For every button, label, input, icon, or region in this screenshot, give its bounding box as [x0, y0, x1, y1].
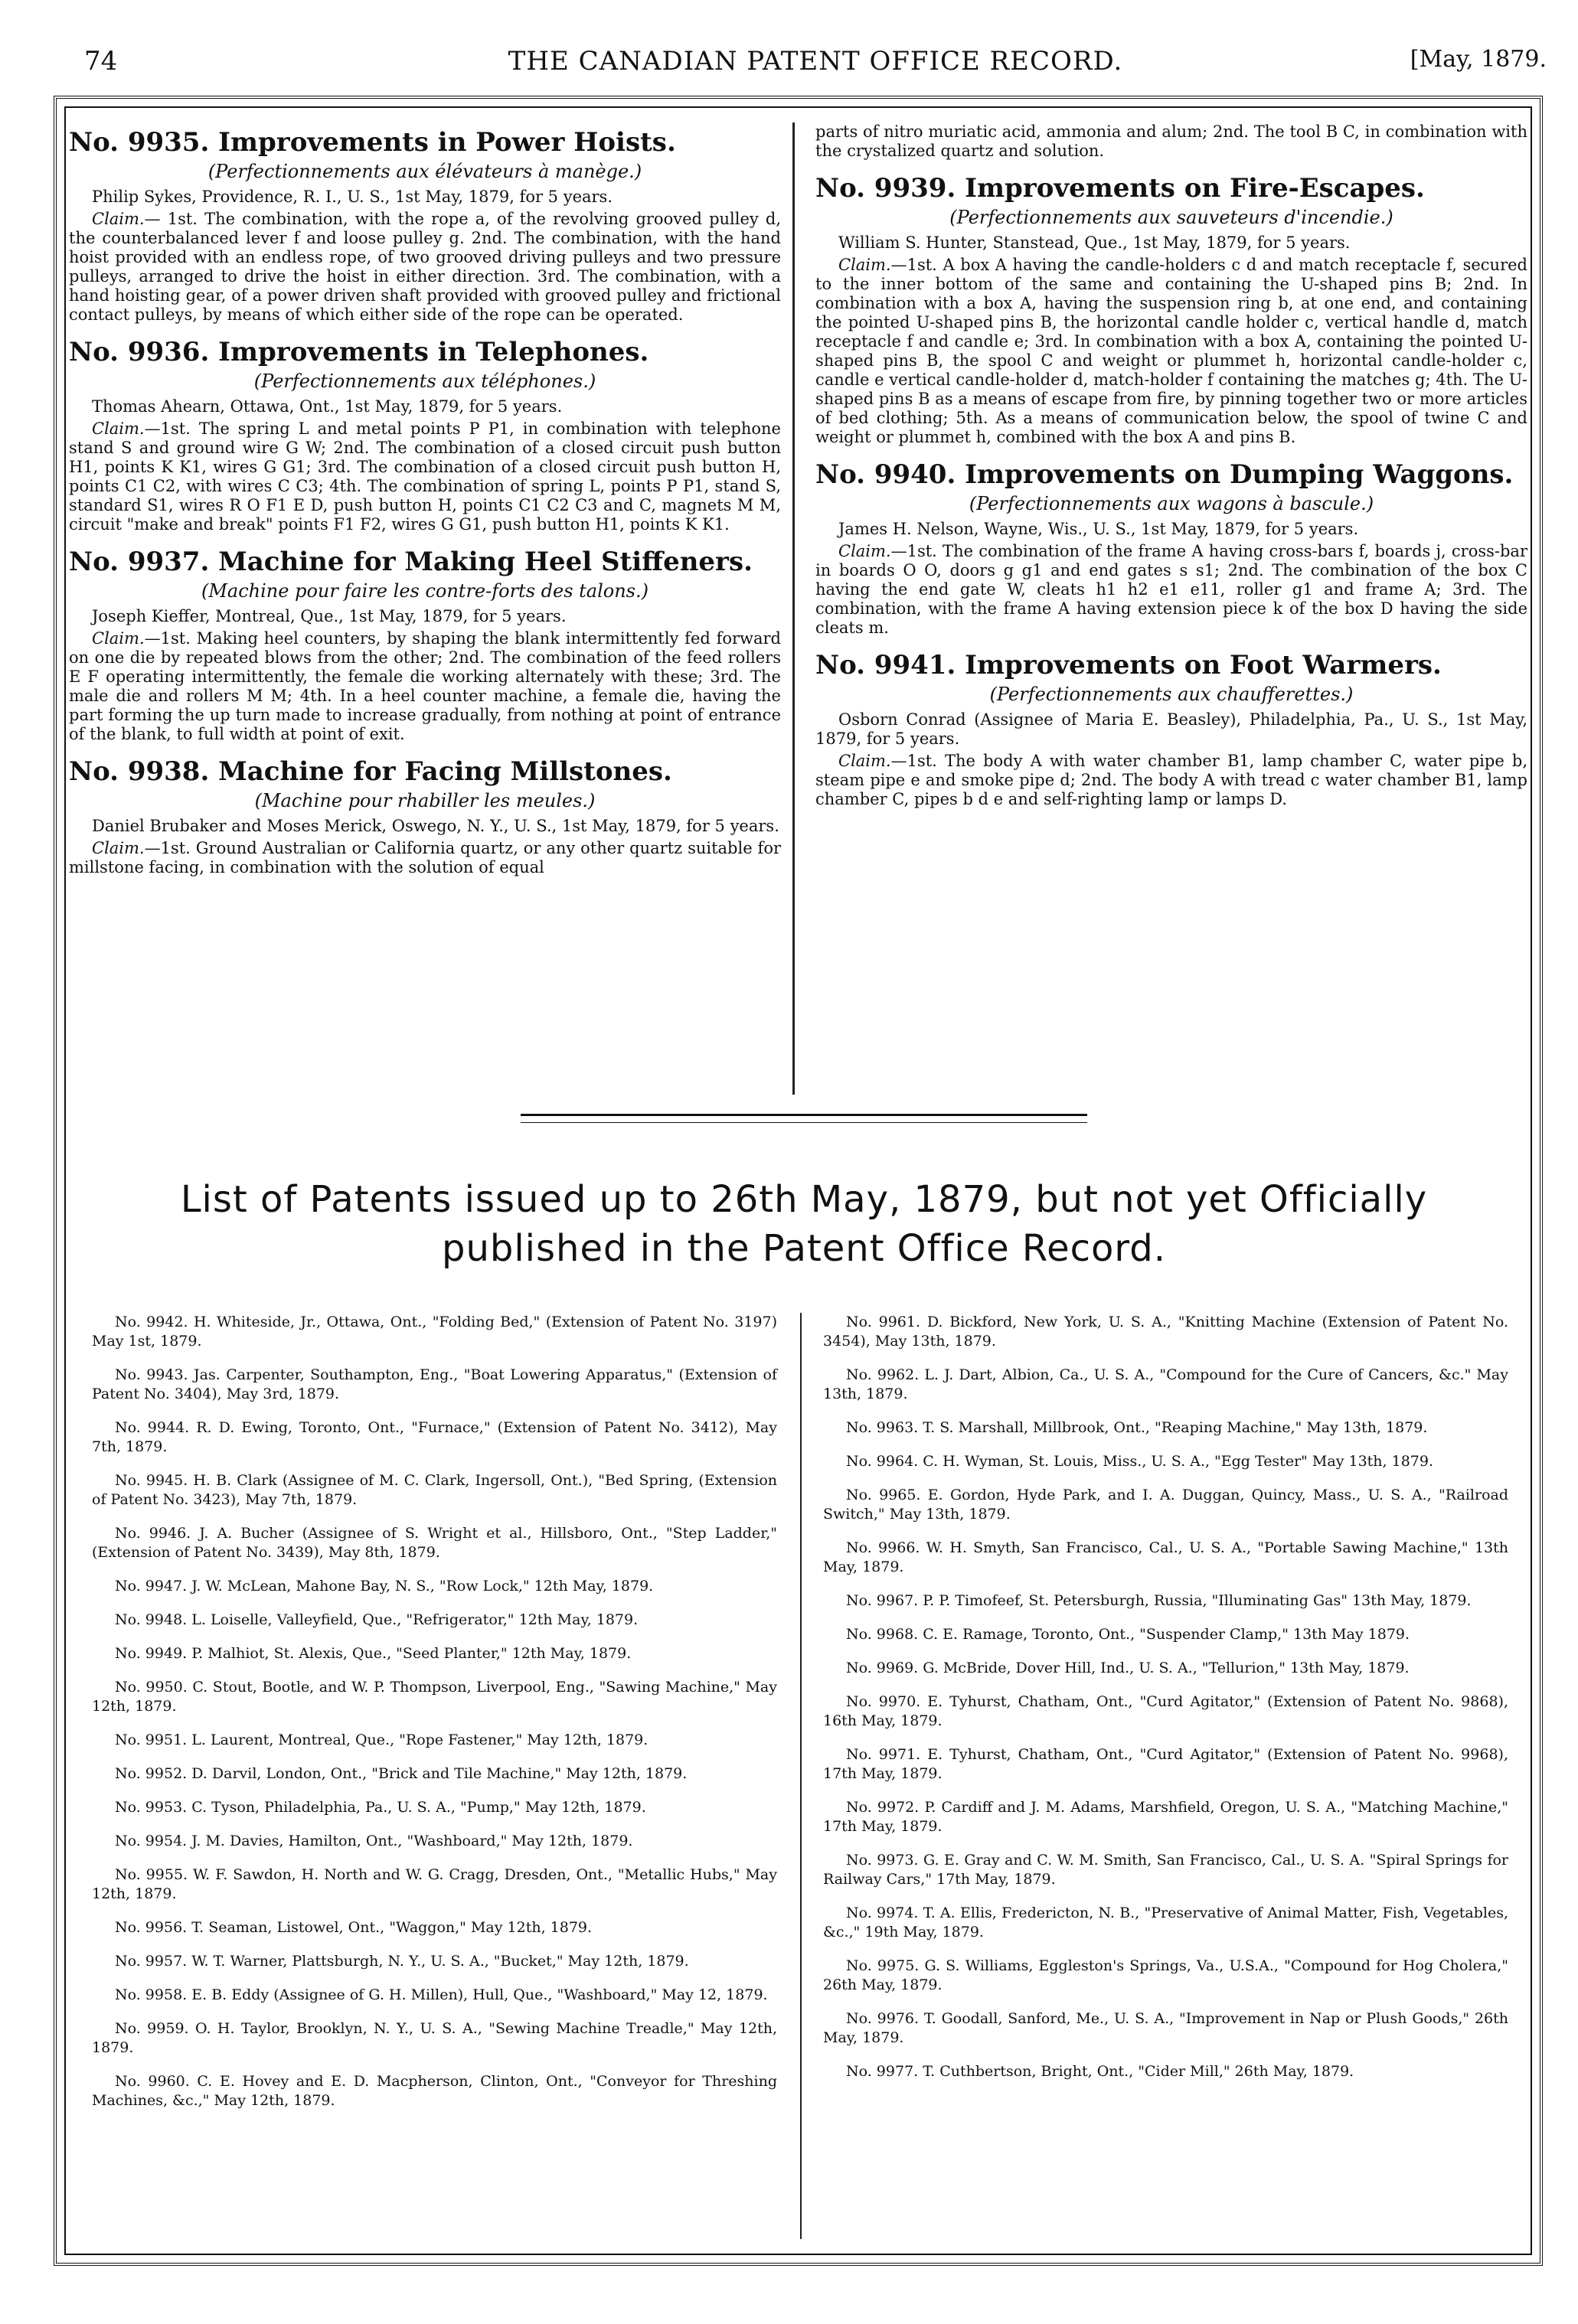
claim-label: Claim.: [92, 629, 145, 648]
patent-heading: No. 9940. Improvements on Dumping Waggons.: [815, 459, 1514, 490]
patent-claim: [69, 629, 781, 744]
patent-entry: [69, 547, 781, 744]
list-item: No. 9954. J. M. Davies, Hamilton, Ont., "Washboard," May 12th, 1879.: [115, 1833, 633, 1849]
claim-text: — 1st. The combination, with the rope a, of the revolving grooved pulley d, the counterbalanced lever f and loose pulley g. 2nd. The combination, with the hand hoist provided with an endless rope, of two grooved driving pulleys and two pressure pulleys, arranged to drive the hoist in either direction. 3rd. The combination, with a hand hoisting gear, of a power driven shaft provided with grooved pulley and frictional contact pulleys, by means of which either side of the rope can be operated.: [69, 210, 781, 324]
list-item: No. 9953. C. Tyson, Philadelphia, Pa., U. S. A., "Pump," May 12th, 1879.: [115, 1799, 646, 1816]
unpublished-patents-list: [92, 1313, 1516, 2254]
claim-text: —1st. Ground Australian or California quartz, or any other quartz suitable for millstone facing, in combination with the solution of equal: [69, 839, 781, 876]
patent-entry: [815, 459, 1527, 638]
list-item: No. 9966. W. H. Smyth, San Francisco, Cal., U. S. A., "Portable Sawing Machine," 13th May, 1879.: [823, 1539, 1508, 1575]
list-item: No. 9963. T. S. Marshall, Millbrook, Ont., "Reaping Machine," May 13th, 1879.: [846, 1419, 1428, 1436]
patent-claim: [815, 752, 1527, 809]
patent-entry: [815, 650, 1527, 809]
patent-heading: No. 9938. Machine for Facing Millstones.: [69, 756, 672, 787]
list-item: No. 9959. O. H. Taylor, Brooklyn, N. Y., U. S. A., "Sewing Machine Treadle," May 12th, 1879.: [92, 2020, 777, 2056]
claim-label: Claim.: [92, 419, 145, 438]
list-item: No. 9971. E. Tyhurst, Chatham, Ont., "Curd Agitator," (Extension of Patent No. 9968), 17th May, 1879.: [823, 1746, 1508, 1782]
claim-text: —1st. Making heel counters, by shaping the blank intermittently fed forward on one die by repeated blows from the other; 2nd. The combination of the feed rollers E F operating intermittently, the female die working alternately with these; 3rd. The male die and rollers M M; 4th. In a heel counter machine, a female die, having the part forming the up turn made to increase gradually, from nothing at point of entrance of the blank, to full width at point of exit.: [69, 629, 781, 743]
patent-inventor: Daniel Brubaker and Moses Merick, Oswego, N. Y., U. S., 1st May, 1879, for 5 years.: [92, 817, 779, 835]
right-column: [815, 122, 1527, 821]
patent-french-title: (Perfectionnements aux téléphones.): [253, 370, 596, 392]
patent-entry: [69, 127, 781, 325]
patent-inventor: William S. Hunter, Stanstead, Que., 1st May, 1879, for 5 years.: [838, 233, 1351, 252]
patent-heading: No. 9941. Improvements on Foot Warmers.: [815, 650, 1442, 681]
list-item: No. 9975. G. S. Williams, Eggleston's Springs, Va., U.S.A., "Compound for Hog Cholera," 26th May, 1879.: [823, 1957, 1508, 1993]
list-item: No. 9952. D. Darvil, London, Ont., "Brick and Tile Machine," May 12th, 1879.: [115, 1765, 688, 1782]
patent-inventor: James H. Nelson, Wayne, Wis., U. S., 1st May, 1879, for 5 years.: [838, 520, 1359, 538]
patent-heading: No. 9935. Improvements in Power Hoists.: [69, 127, 676, 158]
list-heading: List of Patents issued up to 26th May, 1879, but not yet Officially published in the Patent Office Record.: [180, 1178, 1428, 1270]
claim-label: Claim.: [838, 256, 891, 274]
patent-inventor: Joseph Kieffer, Montreal, Que., 1st May, 1879, for 5 years.: [92, 607, 567, 625]
claim-text: —1st. The body A with water chamber B1, lamp chamber C, water pipe b, steam pipe e and smoke pipe d; 2nd. The body A with tread c water chamber B1, lamp chamber C, pipes b d e and self-righting lamp or lamps D.: [815, 752, 1527, 808]
patent-claim: [815, 256, 1527, 447]
list-item: No. 9957. W. T. Warner, Plattsburgh, N. Y., U. S. A., "Bucket," May 12th, 1879.: [115, 1953, 689, 1970]
list-item: No. 9945. H. B. Clark (Assignee of M. C. Clark, Ingersoll, Ont.), "Bed Spring, (Extension of Patent No. 3423), May 7th, 1879.: [92, 1472, 777, 1508]
patent-inventor: Osborn Conrad (Assignee of Maria E. Beasley), Philadelphia, Pa., U. S., 1st May, 1879, for 5 years.: [815, 710, 1527, 748]
list-item: No. 9967. P. P. Timofeef, St. Petersburgh, Russia, "Illuminating Gas" 13th May, 1879.: [846, 1592, 1472, 1609]
patent-french-title: (Machine pour faire les contre-forts des talons.): [201, 580, 649, 602]
claim-label: Claim.: [838, 752, 891, 770]
list-item: No. 9965. E. Gordon, Hyde Park, and I. A. Duggan, Quincy, Mass., U. S. A., "Railroad Switch," May 13th, 1879.: [823, 1487, 1508, 1523]
list-item: No. 9973. G. E. Gray and C. W. M. Smith, San Francisco, Cal., U. S. A. "Spiral Springs for Railway Cars," 17th May, 1879.: [823, 1852, 1508, 1888]
claim-continuation: parts of nitro muriatic acid, ammonia and alum; 2nd. The tool B C, in combination with the crystalized quartz and solution.: [815, 122, 1527, 160]
list-item: No. 9949. P. Malhiot, St. Alexis, Que., "Seed Planter," 12th May, 1879.: [115, 1645, 632, 1662]
claim-label: Claim.: [92, 210, 145, 228]
list-item: No. 9942. H. Whiteside, Jr., Ottawa, Ont., "Folding Bed," (Extension of Patent No. 3197) May 1st, 1879.: [92, 1314, 777, 1350]
journal-title: THE CANADIAN PATENT OFFICE RECORD.: [508, 46, 1123, 77]
list-column-rule: [800, 1313, 802, 2239]
patent-claim: [815, 542, 1527, 638]
list-item: No. 9972. P. Cardiff and J. M. Adams, Marshfield, Oregon, U. S. A., "Matching Machine," 17th May, 1879.: [823, 1799, 1508, 1835]
list-item: No. 9964. C. H. Wyman, St. Louis, Miss., U. S. A., "Egg Tester" May 13th, 1879.: [846, 1453, 1434, 1470]
list-left-column: [92, 1313, 777, 2125]
column-rule: [792, 122, 795, 1095]
patent-french-title: (Machine pour rhabiller les meules.): [254, 790, 596, 811]
list-item: No. 9948. L. Loiselle, Valleyfield, Que., "Refrigerator," 12th May, 1879.: [115, 1611, 639, 1628]
patent-french-title: (Perfectionnements aux chaufferettes.): [989, 684, 1354, 705]
claim-text: —1st. The combination of the frame A having cross-bars f, boards j, cross-bar in boards O O, doors g g1 and end gates s s1; 2nd. The combination of the box C having the end gate W, cleats h1 h2 e1 e11, roller g1 and frame A; 3rd. The combination, with the frame A having extension piece k of the box D having the side cleats m.: [815, 542, 1527, 637]
patent-entry: [69, 756, 781, 877]
patent-french-title: (Perfectionnements aux sauveteurs d'incendie.): [949, 207, 1393, 228]
page-header: [84, 46, 1547, 92]
list-item: No. 9958. E. B. Eddy (Assignee of G. H. Millen), Hull, Que., "Washboard," May 12, 1879.: [115, 1986, 768, 2003]
list-item: No. 9943. Jas. Carpenter, Southampton, Eng., "Boat Lowering Apparatus," (Extension of Patent No. 3404), May 3rd, 1879.: [92, 1366, 777, 1402]
left-column: [69, 122, 781, 889]
list-item: No. 9974. T. A. Ellis, Fredericton, N. B., "Preservative of Animal Matter, Fish, Vegetables, &c.," 19th May, 1879.: [823, 1905, 1508, 1940]
list-item: No. 9961. D. Bickford, New York, U. S. A., "Knitting Machine (Extension of Patent No. 3454), May 13th, 1879.: [823, 1314, 1508, 1350]
patent-french-title: (Perfectionnements aux wagons à bascule.): [969, 493, 1374, 514]
list-item: No. 9950. C. Stout, Bootle, and W. P. Thompson, Liverpool, Eng., "Sawing Machine," May 12th, 1879.: [92, 1679, 777, 1715]
patent-claim: [69, 839, 781, 877]
patent-records-section: [69, 122, 1527, 1102]
claim-text: —1st. The spring L and metal points P P1, in combination with telephone stand S and ground wire G W; 2nd. The combination of a closed circuit push button H1, points K K1, wires G G1; 3rd. The combination of a closed circuit push button H, points C1 C2, with wires C C3; 4th. The combination of spring L, points P P1, stand S, standard S1, wires R O F1 E D, push button H, points C1 C2 C3 and C, magnets M M, circuit "make and break" points F1 F2, wires G G1, push button H1, points K K1.: [69, 419, 781, 534]
list-item: No. 9956. T. Seaman, Listowel, Ont., "Waggon," May 12th, 1879.: [115, 1919, 593, 1936]
section-divider: [521, 1114, 1087, 1123]
patent-claim: [69, 210, 781, 325]
list-item: No. 9951. L. Laurent, Montreal, Que., "Rope Fastener," May 12th, 1879.: [115, 1732, 649, 1748]
list-item: No. 9968. C. E. Ramage, Toronto, Ont., "Suspender Clamp," 13th May 1879.: [846, 1626, 1410, 1643]
issue-date: [May, 1879.: [1410, 46, 1547, 73]
patent-heading: No. 9939. Improvements on Fire-Escapes.: [815, 173, 1425, 204]
list-item: No. 9946. J. A. Bucher (Assignee of S. Wright et al., Hillsboro, Ont., "Step Ladder," (Extension of Patent No. 3439), May 8th, 1879.: [92, 1525, 777, 1561]
patent-inventor: Philip Sykes, Providence, R. I., U. S., 1st May, 1879, for 5 years.: [92, 188, 613, 206]
list-item: No. 9944. R. D. Ewing, Toronto, Ont., "Furnace," (Extension of Patent No. 3412), May 7th, 1879.: [92, 1419, 777, 1455]
patent-inventor: Thomas Ahearn, Ottawa, Ont., 1st May, 1879, for 5 years.: [92, 397, 563, 416]
claim-label: Claim.: [838, 542, 891, 560]
list-item: No. 9969. G. McBride, Dover Hill, Ind., U. S. A., "Tellurion," 13th May, 1879.: [846, 1660, 1410, 1676]
patent-heading: No. 9937. Machine for Making Heel Stiffeners.: [69, 547, 753, 577]
list-item: No. 9947. J. W. McLean, Mahone Bay, N. S., "Row Lock," 12th May, 1879.: [115, 1578, 654, 1594]
claim-label: Claim.: [92, 839, 145, 857]
list-item: No. 9960. C. E. Hovey and E. D. Macpherson, Clinton, Ont., "Conveyor for Threshing Machines, &c.," May 12th, 1879.: [92, 2073, 777, 2109]
list-item: No. 9977. T. Cuthbertson, Bright, Ont., "Cider Mill," 26th May, 1879.: [846, 2063, 1354, 2080]
list-right-column: [823, 1313, 1508, 2096]
patent-french-title: (Perfectionnements aux élévateurs à manège.): [207, 161, 642, 182]
list-item: No. 9955. W. F. Sawdon, H. North and W. G. Cragg, Dresden, Ont., "Metallic Hubs," May 12th, 1879.: [92, 1866, 777, 1902]
page-number: 74: [84, 46, 118, 77]
patent-claim: [69, 419, 781, 534]
patent-entry: [815, 173, 1527, 447]
list-item: No. 9962. L. J. Dart, Albion, Ca., U. S. A., "Compound for the Cure of Cancers, &c." May 13th, 1879.: [823, 1366, 1508, 1402]
patent-entry: [69, 337, 781, 534]
list-item: No. 9976. T. Goodall, Sanford, Me., U. S. A., "Improvement in Nap or Plush Goods," 26th May, 1879.: [823, 2010, 1508, 2046]
patent-heading: No. 9936. Improvements in Telephones.: [69, 337, 649, 367]
list-item: No. 9970. E. Tyhurst, Chatham, Ont., "Curd Agitator," (Extension of Patent No. 9868), 16th May, 1879.: [823, 1693, 1508, 1729]
claim-text: —1st. A box A having the candle-holders c d and match receptacle f, secured to the inner bottom of the same and containing the U-shaped pins B; 2nd. In combination with a box A, having the suspension ring b, at one end, and containing the pointed U-shaped pins B, the horizontal candle holder c, vertical handle d, match receptacle f and candle e; 3rd. In combination with a box A, containing the pointed U-shaped pins B, the spool C and weight or plummet h, horizontal candle-holder c, candle e vertical candle-holder d, match-holder f containing the matches g; 4th. The U-shaped pins B as a means of escape from fire, by pinning together two or more articles of bed clothing; 5th. As a means of communication below, the spool of twine C and weight or plummet h, combined with the box A and pins B.: [815, 256, 1527, 446]
